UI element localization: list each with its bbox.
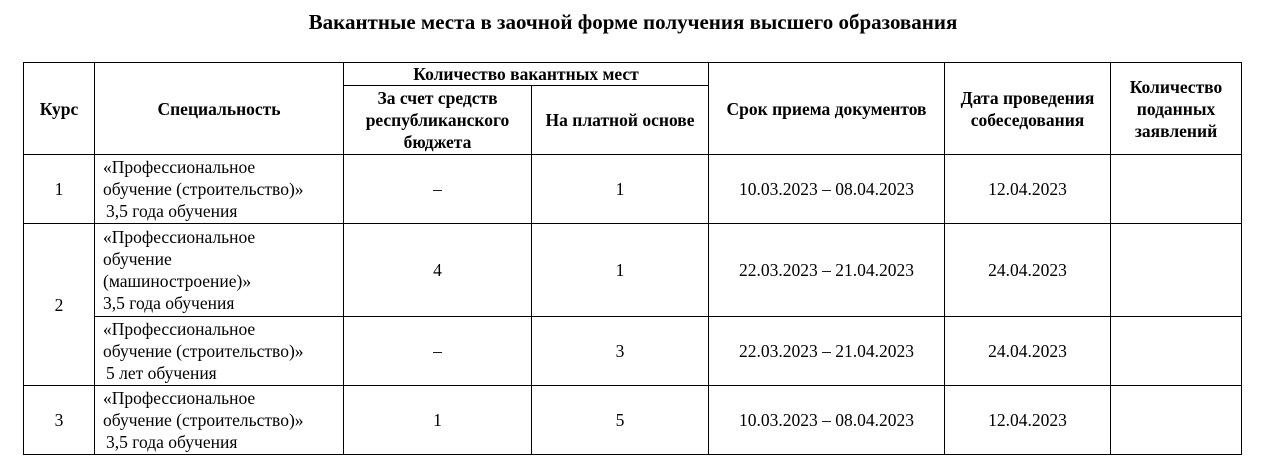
header-applications: Количество поданных заявлений [1111,63,1242,155]
specialty-line: обучение [103,249,172,269]
cell-budget: – [344,155,532,224]
header-row-top [24,63,1242,86]
cell-period: 10.03.2023 – 08.04.2023 [709,155,945,224]
specialty-line: обучение (строительство)» [103,179,304,199]
cell-paid: 5 [532,386,709,455]
header-period: Срок приема документов [709,63,945,155]
cell-budget: – [344,317,532,386]
specialty-duration: 3,5 года обучения [103,293,235,313]
specialty-line: обучение (строительство)» [103,410,304,430]
table-row [24,317,1242,386]
cell-specialty [95,317,344,386]
specialty-duration: 5 лет обучения [106,363,217,383]
cell-period: 22.03.2023 – 21.04.2023 [709,224,945,317]
cell-course: 1 [24,155,95,224]
header-paid: На платной основе [532,86,709,155]
vacancies-table [23,62,1242,455]
header-budget: За счет средств республиканского бюджета [344,86,532,155]
cell-course: 2 [24,224,95,386]
table-row [24,386,1242,455]
specialty-line: (машиностроение)» [103,271,252,291]
cell-applications [1111,155,1242,224]
specialty-line: обучение (строительство)» [103,341,304,361]
cell-budget: 1 [344,386,532,455]
specialty-line: «Профессиональное [103,157,256,177]
specialty-duration: 3,5 года обучения [106,432,238,452]
cell-period: 22.03.2023 – 21.04.2023 [709,317,945,386]
cell-budget: 4 [344,224,532,317]
cell-applications [1111,317,1242,386]
cell-interview: 24.04.2023 [945,317,1111,386]
specialty-line: «Профессиональное [103,388,256,408]
header-course: Курс [24,63,95,155]
specialty-line: «Профессиональное [103,227,256,247]
cell-period: 10.03.2023 – 08.04.2023 [709,386,945,455]
cell-interview: 24.04.2023 [945,224,1111,317]
specialty-line: «Профессиональное [103,319,256,339]
cell-paid: 3 [532,317,709,386]
cell-course: 3 [24,386,95,455]
table-row [24,224,1242,317]
cell-applications [1111,224,1242,317]
table-row [24,155,1242,224]
header-specialty: Специальность [95,63,344,155]
cell-specialty [95,224,344,317]
cell-interview: 12.04.2023 [945,155,1111,224]
cell-specialty [95,155,344,224]
header-vacancies: Количество вакантных мест [344,63,709,86]
cell-specialty [95,386,344,455]
page-title: Вакантные места в заочной форме получения высшего образования [308,10,958,34]
cell-interview: 12.04.2023 [945,386,1111,455]
cell-applications [1111,386,1242,455]
specialty-duration: 3,5 года обучения [106,201,238,221]
cell-paid: 1 [532,155,709,224]
cell-paid: 1 [532,224,709,317]
header-interview: Дата проведения собеседования [945,63,1111,155]
